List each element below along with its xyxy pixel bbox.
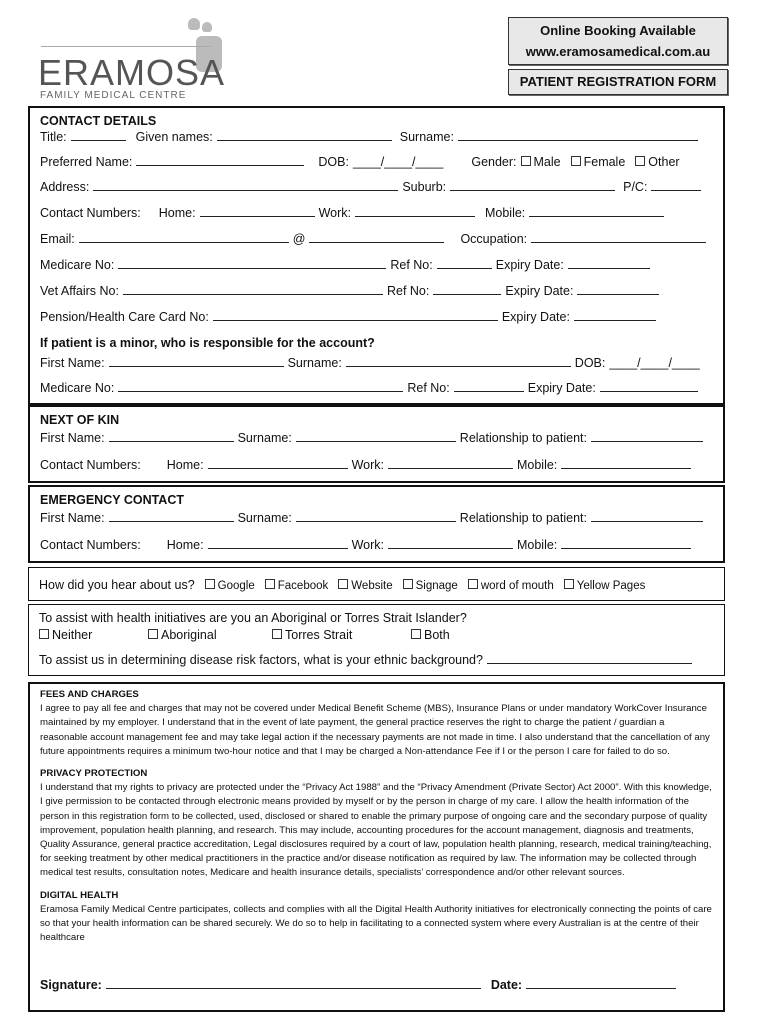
- fees-heading: FEES AND CHARGES: [40, 689, 139, 700]
- medicare-expiry-label: Expiry Date:: [495, 258, 564, 272]
- mobile-label: Mobile:: [484, 206, 526, 220]
- minor-medicare-label: Medicare No:: [40, 381, 115, 395]
- gender-female-checkbox[interactable]: Female: [571, 155, 626, 169]
- dob-field[interactable]: ____/____/____: [352, 155, 444, 169]
- kin-relationship-label: Relationship to patient:: [459, 431, 587, 445]
- emergency-work-label: Work:: [351, 538, 384, 552]
- medicare-label: Medicare No:: [40, 258, 115, 272]
- emergency-work-field[interactable]: [388, 538, 513, 549]
- atsi-both-radio[interactable]: Both: [411, 628, 450, 642]
- emergency-mobile-label: Mobile:: [516, 538, 558, 552]
- kin-relationship-field[interactable]: [591, 431, 703, 442]
- kin-contact-label: Contact Numbers:: [40, 458, 141, 472]
- emergency-home-label: Home:: [166, 538, 204, 552]
- minor-medicare-field[interactable]: [118, 381, 403, 392]
- minor-surname-field[interactable]: [346, 356, 571, 367]
- at-sign: @: [292, 232, 306, 246]
- title-field[interactable]: [71, 130, 126, 141]
- emergency-first-name-field[interactable]: [109, 511, 234, 522]
- vet-ref-field[interactable]: [433, 284, 501, 295]
- emergency-contact-section: [28, 485, 725, 563]
- referral-word-of-mouth-checkbox[interactable]: word of mouth: [468, 579, 554, 592]
- surname-label: Surname:: [399, 130, 454, 144]
- medicare-ref-label: Ref No:: [390, 258, 433, 272]
- emergency-home-field[interactable]: [208, 538, 348, 549]
- minor-dob-field[interactable]: ____/____/____: [609, 356, 700, 370]
- mobile-field[interactable]: [529, 206, 664, 217]
- kin-work-label: Work:: [351, 458, 384, 472]
- privacy-text: I understand that my rights to privacy are protected under the “Privacy Act 1988” and the “Privacy Amendment (Private Sector) Act 2000”. With this knowledge, I give permission to be contacted through electronic means provided by myself or by the person in charge of my care. I allow the health information of the person in this registration form to be collected, used, disclosed or shared to enable the primary purpose of ongoing care and the secondary purpose of quality improvement, population health planning, and research. This may include, accounting procedures for the account management, diagnosis and treatments, Quality Assurance, general practice accreditation, Legal disclosures required by a court of law, population health planning, research, medical training/teaching, for seeking treatment by other medical practitioners in the practice and/or disease notification as required by law. The information may be collected through medical test results, consultation notes, Medicare and health insurance details, specialists’ correspondence and/or other relevant sources.: [40, 782, 712, 879]
- contact-details-section: [28, 106, 725, 405]
- vet-expiry-label: Expiry Date:: [505, 284, 574, 298]
- minor-ref-field[interactable]: [454, 381, 524, 392]
- signature-field[interactable]: [106, 978, 481, 989]
- home-phone-field[interactable]: [200, 206, 315, 217]
- logo-subtitle: FAMILY MEDICAL CENTRE: [40, 90, 187, 101]
- referral-facebook-checkbox[interactable]: Facebook: [265, 579, 329, 592]
- email-label: Email:: [40, 232, 75, 246]
- referral-yellow-pages-checkbox[interactable]: Yellow Pages: [564, 579, 646, 592]
- terms-section: [28, 682, 725, 1012]
- referral-website-checkbox[interactable]: Website: [338, 579, 392, 592]
- digital-text: Eramosa Family Medical Centre participates, collects and complies with all the Digital Health Authority initiatives for electronically connecting the points of care so that your health information can be shared securely. We do so to help in facilitating to a connected system where every Australian is at the centre of their healthcare: [40, 903, 712, 944]
- emergency-mobile-field[interactable]: [561, 538, 691, 549]
- kin-first-name-label: First Name:: [40, 431, 105, 445]
- atsi-neither-radio[interactable]: Neither: [39, 628, 144, 642]
- gender-other-checkbox[interactable]: Other: [635, 155, 679, 169]
- kin-mobile-label: Mobile:: [516, 458, 558, 472]
- website-link[interactable]: www.eramosamedical.com.au: [525, 44, 711, 59]
- preferred-name-label: Preferred Name:: [40, 155, 133, 169]
- dob-label: DOB:: [318, 155, 349, 169]
- kin-surname-field[interactable]: [296, 431, 456, 442]
- minor-surname-label: Surname:: [287, 356, 342, 370]
- kin-home-field[interactable]: [208, 458, 348, 469]
- referral-signage-checkbox[interactable]: Signage: [403, 579, 458, 592]
- date-field[interactable]: [526, 978, 676, 989]
- given-names-label: Given names:: [135, 130, 213, 144]
- emergency-relationship-label: Relationship to patient:: [459, 511, 587, 525]
- email-domain-field[interactable]: [309, 232, 444, 243]
- email-user-field[interactable]: [79, 232, 289, 243]
- occupation-label: Occupation:: [460, 232, 528, 246]
- medicare-ref-field[interactable]: [437, 258, 492, 269]
- suburb-field[interactable]: [450, 180, 615, 191]
- kin-work-field[interactable]: [388, 458, 513, 469]
- minor-first-name-label: First Name:: [40, 356, 105, 370]
- gender-label: Gender:: [471, 155, 517, 169]
- pension-card-field[interactable]: [213, 310, 498, 321]
- ethnic-background-label: To assist us in determining disease risk factors, what is your ethnic background?: [39, 653, 483, 667]
- eramosa-logo: [38, 16, 238, 101]
- emergency-contact-label: Contact Numbers:: [40, 538, 141, 552]
- emergency-first-name-label: First Name:: [40, 511, 105, 525]
- ethnic-background-field[interactable]: [487, 653, 692, 664]
- form-title: PATIENT REGISTRATION FORM: [508, 69, 728, 95]
- minor-first-name-field[interactable]: [109, 356, 284, 367]
- online-booking-text: Online Booking Available: [540, 23, 696, 38]
- title-label: Title:: [40, 130, 67, 144]
- atsi-torres-strait-radio[interactable]: Torres Strait: [272, 628, 407, 642]
- postcode-field[interactable]: [651, 180, 701, 191]
- pension-expiry-label: Expiry Date:: [501, 310, 570, 324]
- family-figure-icon: [202, 22, 212, 32]
- medicare-field[interactable]: [118, 258, 386, 269]
- kin-surname-label: Surname:: [237, 431, 292, 445]
- kin-first-name-field[interactable]: [109, 431, 234, 442]
- minor-expiry-field[interactable]: [600, 381, 698, 392]
- referral-question: How did you hear about us?: [39, 578, 195, 592]
- date-label: Date:: [490, 978, 523, 992]
- vet-affairs-field[interactable]: [123, 284, 383, 295]
- preferred-name-field[interactable]: [136, 155, 304, 166]
- postcode-label: P/C:: [623, 180, 648, 194]
- minor-heading: If patient is a minor, who is responsible for the account?: [40, 336, 375, 350]
- suburb-label: Suburb:: [402, 180, 447, 194]
- kin-home-label: Home:: [166, 458, 204, 472]
- emergency-heading: EMERGENCY CONTACT: [40, 493, 184, 507]
- referral-google-checkbox[interactable]: Google: [205, 579, 255, 592]
- pension-card-label: Pension/Health Care Card No:: [40, 310, 209, 324]
- emergency-relationship-field[interactable]: [591, 511, 703, 522]
- kin-mobile-field[interactable]: [561, 458, 691, 469]
- occupation-field[interactable]: [531, 232, 706, 243]
- minor-expiry-label: Expiry Date:: [527, 381, 596, 395]
- signature-label: Signature:: [40, 978, 102, 992]
- vet-affairs-label: Vet Affairs No:: [40, 284, 119, 298]
- atsi-section: [28, 604, 725, 676]
- minor-dob-label: DOB:: [574, 356, 606, 370]
- digital-heading: DIGITAL HEALTH: [40, 889, 119, 901]
- vet-expiry-field[interactable]: [577, 284, 659, 295]
- family-figure-icon: [188, 18, 200, 30]
- emergency-surname-field[interactable]: [296, 511, 456, 522]
- work-phone-field[interactable]: [355, 206, 475, 217]
- atsi-question: To assist with health initiatives are you an Aboriginal or Torres Strait Islander?: [39, 611, 467, 625]
- surname-field[interactable]: [458, 130, 698, 141]
- given-names-field[interactable]: [217, 130, 392, 141]
- kin-heading: NEXT OF KIN: [40, 413, 120, 427]
- address-label: Address:: [40, 180, 90, 194]
- pension-expiry-field[interactable]: [574, 310, 656, 321]
- privacy-heading: PRIVACY PROTECTION: [40, 768, 148, 780]
- next-of-kin-section: [28, 405, 725, 483]
- gender-male-checkbox[interactable]: Male: [521, 155, 561, 169]
- atsi-aboriginal-radio[interactable]: Aboriginal: [148, 628, 268, 642]
- address-field[interactable]: [93, 180, 398, 191]
- logo-rule: [41, 46, 211, 47]
- contact-heading: CONTACT DETAILS: [40, 114, 157, 128]
- vet-ref-label: Ref No:: [386, 284, 430, 298]
- emergency-surname-label: Surname:: [237, 511, 292, 525]
- home-label: Home:: [158, 206, 196, 220]
- fees-text: I agree to pay all fee and charges that may not be covered under Medical Benefit Scheme (MBS), Insurance Plans or under mandatory WorkCover Insurance maintained by my employer. I understand that in the event of late payment, the general practice reserves the right to charge the patient / guardian a reasonable account management fee and may take legal action if the necessary payments are not made in time. I also understand that the cancellation of any future appointments requires a minimum two-hour notice and that I may be charged a Non-attendance Fee if I or the person I care for failed to do so.: [40, 703, 710, 757]
- minor-ref-label: Ref No:: [407, 381, 450, 395]
- medicare-expiry-field[interactable]: [568, 258, 650, 269]
- logo-name: ERAMOSA: [38, 52, 226, 93]
- online-booking-box: [508, 17, 728, 65]
- referral-source-section: [28, 567, 725, 601]
- work-label: Work:: [318, 206, 351, 220]
- contact-numbers-label: Contact Numbers:: [40, 206, 141, 220]
